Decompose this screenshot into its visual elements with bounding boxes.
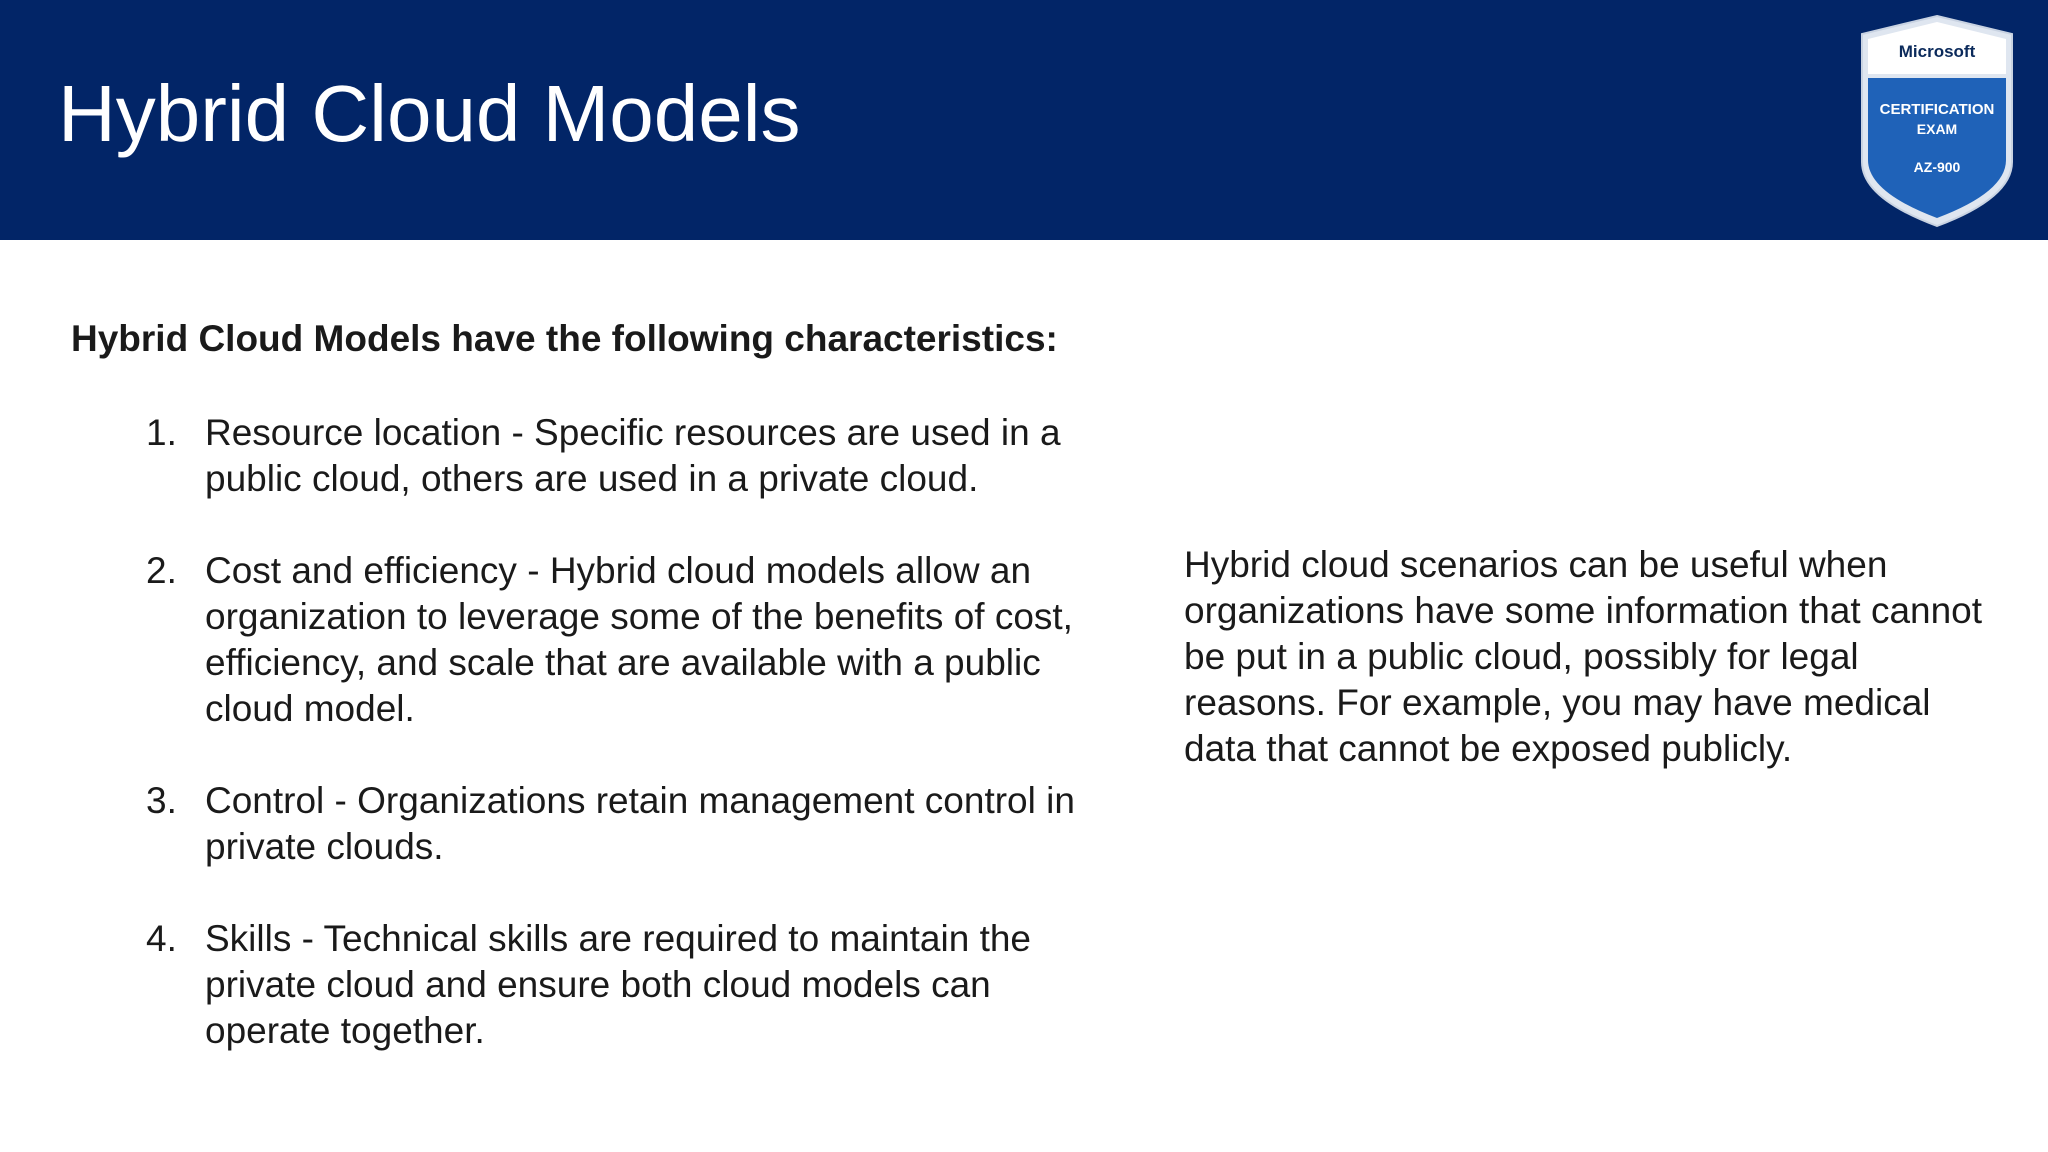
list-item xyxy=(146,778,1086,870)
characteristics-list xyxy=(146,410,1086,1100)
list-number: 2. xyxy=(146,550,177,591)
list-item xyxy=(146,410,1086,502)
title-bar xyxy=(0,0,2048,240)
slide-title: Hybrid Cloud Models xyxy=(58,69,801,158)
list-text: Skills - Technical skills are required to maintain the private cloud and ensure both cloud models can operate together. xyxy=(205,918,1032,1051)
certification-badge xyxy=(1856,12,2018,230)
list-text: Control - Organizations retain management control in private clouds. xyxy=(205,780,1075,867)
list-item xyxy=(146,916,1086,1054)
intro-heading: Hybrid Cloud Models have the following characteristics: xyxy=(71,318,1058,359)
list-number: 3. xyxy=(146,780,177,821)
badge-line2: EXAM xyxy=(1916,121,1958,137)
side-note: Hybrid cloud scenarios can be useful when organizations have some information that cannot be put in a public cloud, possibly for legal reasons. For example, you may have medical data that cannot be exposed publicly. xyxy=(1184,544,1983,769)
badge-shield-icon xyxy=(1856,12,2018,230)
list-number: 1. xyxy=(146,412,177,453)
badge-code: AZ-900 xyxy=(1913,159,1961,175)
badge-line1: CERTIFICATION xyxy=(1879,101,1995,118)
list-text: Resource location - Specific resources are used in a public cloud, others are used in a private cloud. xyxy=(205,412,1061,499)
list-number: 4. xyxy=(146,918,177,959)
list-text: Cost and efficiency - Hybrid cloud models allow an organization to leverage some of the benefits of cost, efficiency, and scale that are available with a public cloud model. xyxy=(205,550,1073,729)
badge-brand: Microsoft xyxy=(1898,42,1976,61)
list-item xyxy=(146,548,1086,732)
